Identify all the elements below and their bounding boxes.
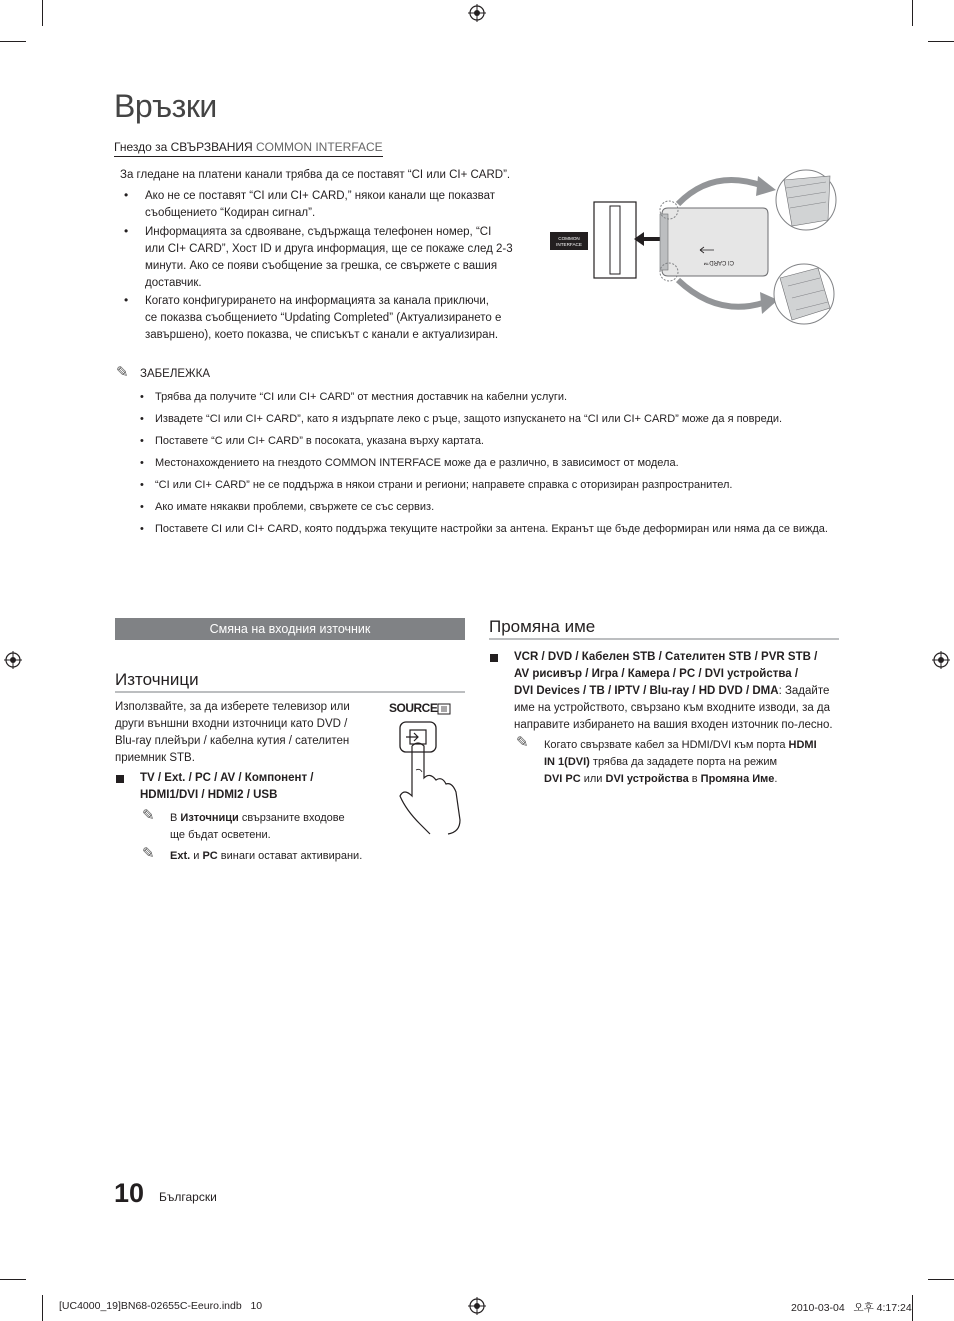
text-line: се показва съобщението “Updating Completed” (Актуализирането е [145, 312, 502, 324]
ci-card-diagram [548, 168, 838, 328]
text-line: TV / Ext. / PC / AV / Компонент / [140, 772, 314, 784]
list-item: • Поставете “C или CI+ CARD” в посоката, указана върху картата. [140, 435, 484, 447]
text-line: или CI+ CARD”, Хост ID и друга информация, ще се покаже след 2-3 [145, 243, 513, 255]
ci-section-heading [114, 140, 383, 157]
ci-heading-prefix: Гнездо за СВЪРЗВАНИЯ [114, 140, 253, 154]
crop-mark [912, 1295, 913, 1321]
port-label-line1: COMMON [558, 236, 580, 241]
page-language: Български [159, 1190, 217, 1204]
text-line: минути. Ако се появи съобщение за грешка, се свържете с вашия [145, 260, 498, 272]
text-line: Blu-ray плейъри / кабелна кутия / сателитен [115, 735, 350, 747]
text-bold: HDMI [788, 739, 817, 751]
text-span: в [688, 773, 701, 785]
list-item: • Трябва да получите “CI или CI+ CARD” от местния доставчик на кабелни услуги. [140, 391, 568, 403]
note-label: ЗАБЕЛЕЖКА [140, 368, 211, 380]
common-interface-port-label [550, 232, 588, 250]
crop-mark [42, 1295, 43, 1321]
text-line: HDMI1/DVI / HDMI2 / USB [140, 789, 278, 801]
page-number: 10 [114, 1178, 145, 1208]
heading-rule [489, 638, 839, 640]
page-title: Връзки [114, 88, 217, 124]
text-line: име на устройството, свързано към входните изводи, за да [514, 702, 831, 714]
text-span: В [170, 812, 181, 824]
text-line: направите избирането на вашия входен източник по-лесно. [514, 719, 833, 731]
print-date-info: 2010-03-04 오후 4:17:24 [791, 1302, 912, 1314]
ci-heading-accent: COMMON INTERFACE [256, 140, 383, 154]
registration-mark-icon [468, 1297, 486, 1315]
text-line: ще бъдат осветени. [170, 829, 271, 841]
text-bold: DVI PC [544, 773, 581, 785]
list-item: • Ако имате някакви проблеми, свържете се със сервиз. [140, 501, 435, 513]
sources-note-1 [170, 810, 345, 844]
ci-card-label: CI CARD™ [703, 259, 734, 265]
note-text: Поставете “C или CI+ CARD” в посоката, указана върху картата. [155, 435, 484, 447]
bullet-dot: • [124, 188, 129, 202]
text-span: . [774, 773, 778, 785]
text-span: : Задайте [778, 685, 830, 697]
crop-mark [928, 1279, 954, 1280]
square-bullet-icon [490, 654, 498, 662]
list-item: • “CI или CI+ CARD” не се поддържа в някои страни и региони; направете справка с оторизиран разпространител. [140, 479, 733, 491]
text-span: Когато свързвате кабел за HDMI/DVI към порта [544, 739, 789, 751]
ci-bullet-2 [145, 224, 513, 292]
note-text: Извадете “CI или CI+ CARD”, като я издърпате леко с ръце, защото изпускането на “CI или CI+ CARD” може да я повреди. [155, 413, 783, 425]
text-span: свързаните входове [238, 812, 345, 824]
text-bold: Промяна Име [700, 773, 775, 785]
text-line: VCR / DVD / Кабелен STB / Сателитен STB / PVR STB / [514, 651, 818, 663]
text-bold: PC [202, 850, 218, 862]
text-bold: DVI Devices / TB / IPTV / Blu-ray / HD DVD / DMA [514, 685, 779, 697]
bullet-dot: • [124, 293, 129, 307]
registration-mark-icon [4, 651, 22, 669]
note-pencil-icon: ✎ [142, 807, 155, 824]
text-line: доставчик. [145, 277, 202, 289]
text-bold: DVI устройства [605, 773, 689, 785]
text-line: Ако не се поставят “CI или CI+ CARD,” някои канали ще показват [145, 190, 496, 202]
sources-paragraph [115, 699, 350, 767]
text-line: Когато конфигурирането на информацията за канала приключи, [145, 295, 489, 307]
ci-bullet-3 [145, 293, 501, 344]
text-bold: Ext. [170, 850, 191, 862]
detail-arrow-icon [678, 180, 763, 204]
note-pencil-icon: ✎ [116, 364, 129, 381]
crop-mark [912, 0, 913, 26]
source-remote-hand-illustration [390, 700, 470, 835]
text-line: приемник STB. [115, 752, 195, 764]
text-bold: IN 1(DVI) [544, 756, 590, 768]
sources-heading: Източници [115, 670, 199, 689]
rename-heading: Промяна име [489, 617, 596, 636]
text-line: Информацията за сдвояване, съдържаща телефонен номер, “CI [145, 226, 492, 238]
ci-intro: За гледане на платени канали трябва да се поставят “CI или CI+ CARD”. [120, 169, 511, 181]
text-bold: Източници [180, 812, 239, 824]
rename-note [544, 737, 817, 788]
text-span: и [190, 850, 203, 862]
print-file-info: [UC4000_19]BN68-02655C-Eeuro.indb 10 [59, 1300, 263, 1312]
crop-mark [42, 0, 43, 26]
note-list [140, 386, 828, 540]
note-pencil-icon: ✎ [516, 734, 529, 751]
sources-note-2 [170, 848, 362, 865]
text-line: завършено), което показва, че списъкът с канали е актуализиран. [145, 329, 499, 341]
heading-rule [115, 691, 465, 693]
section-bar-title: Смяна на входния източник [115, 618, 465, 640]
text-span: SOURCE [389, 701, 438, 715]
crop-mark [928, 41, 954, 42]
note-text: Поставете CI или CI+ CARD, която поддържа текущите настройки за антена. Екранът ще бъде деформиран или няма да се вижда. [155, 523, 828, 535]
crop-mark [0, 1279, 26, 1280]
text-line: съобщението “Кодиран сигнал”. [145, 207, 316, 219]
note-text: Местонахождението на гнездото COMMON INTERFACE може да е различно, в зависимост от модела. [155, 457, 679, 469]
text-line: Използвайте, за да изберете телевизор или [115, 701, 350, 713]
list-item: • Извадете “CI или CI+ CARD”, като я издърпате леко с ръце, защото изпускането на “CI или CI+ CARD” може да я повреди. [140, 413, 783, 425]
ci-bullet-1 [145, 188, 495, 222]
text-line: други външни входни източници като DVD / [115, 718, 348, 730]
text-span: трябва да зададете порта на режим [589, 756, 778, 768]
text-span: или [580, 773, 606, 785]
sources-list [140, 770, 313, 804]
detail-arrow-icon [678, 280, 766, 307]
list-item: • Местонахождението на гнездото COMMON INTERFACE може да е различно, в зависимост от модела. [140, 457, 679, 469]
square-bullet-icon [116, 775, 124, 783]
hand-icon [400, 743, 460, 834]
registration-mark-icon [468, 4, 486, 22]
note-text: “CI или CI+ CARD” не се поддържа в някои страни и региони; направете справка с оторизиран разпространител. [155, 479, 733, 491]
rename-bullet [514, 649, 833, 734]
bullet-dot: • [124, 224, 129, 238]
note-text: Трябва да получите “CI или CI+ CARD” от местния доставчик на кабелни услуги. [155, 391, 568, 403]
insert-arrow-icon [634, 232, 662, 246]
list-item: • Поставете CI или CI+ CARD, която поддържа текущите настройки за антена. Екранът ще бъде деформиран или няма да се вижда. [140, 523, 828, 535]
crop-mark [0, 41, 26, 42]
note-pencil-icon: ✎ [142, 845, 155, 862]
text-line: AV рисивър / Игра / Камера / PC / DVI устройства / [514, 668, 799, 680]
port-label-line2: INTERFACE [556, 242, 582, 247]
registration-mark-icon [932, 651, 950, 669]
text-span: винаги остават активирани. [217, 850, 363, 862]
note-text: Ако имате някакви проблеми, свържете се със сервиз. [155, 501, 435, 513]
